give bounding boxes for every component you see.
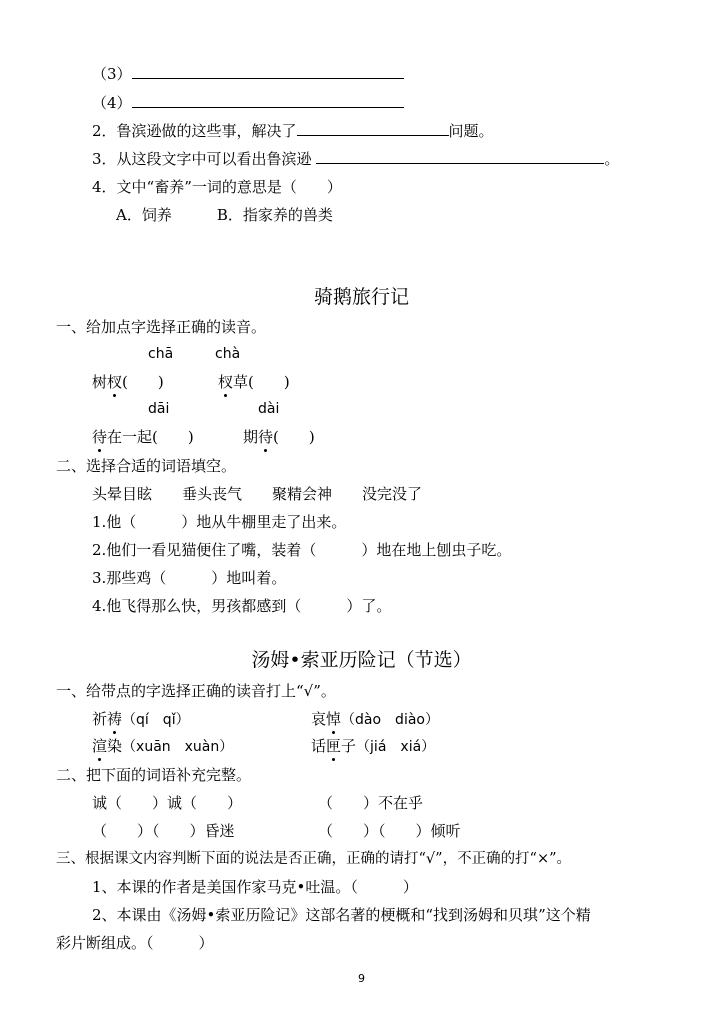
dotted-char: 待 (258, 428, 274, 446)
judge-item-1: 1、本课的作者是美国作家马克•吐温。（ ） (92, 878, 418, 896)
fill-item-4: 4.他飞得那么快，男孩都感到（ ）了。 (92, 597, 392, 615)
judge-item-2-line-1: 2、本课由《汤姆•索亚历险记》这部名著的梗概和“找到汤姆和贝琪”这个精 (92, 906, 591, 924)
dotted-char: 祷 (107, 710, 123, 728)
dotted-char: 杈 (107, 373, 123, 391)
pinyin-dai1: dāi (148, 401, 170, 417)
question-1-4: （4） (92, 93, 404, 113)
answer-blank (316, 149, 604, 164)
question-4-options: A．饲养 B．指家养的兽类 (116, 206, 333, 224)
pinyin-choice-xuanran: 渲染（xuān xuàn） (92, 737, 234, 755)
dotted-char: 渲 (92, 737, 108, 755)
word-bank: 头晕目眩 垂头丧气 聚精会神 没完没了 (92, 485, 423, 503)
question-3: 3．从这段文字中可以看出鲁滨逊 。 (92, 150, 620, 168)
pinyin-choice-qidao: 祈祷（qí qǐ） (92, 710, 190, 728)
answer-blank (132, 64, 404, 79)
question-4: 4．文中“畜养”一词的意思是（ ） (92, 178, 342, 196)
word-shucha: 树杈( ) (92, 373, 164, 391)
complete-word-4: （ ）（ ）倾听 (318, 822, 461, 840)
pinyin-choice-aidao: 哀悼（dào diào） (311, 710, 439, 728)
word-daizaiyiqi: 待在一起( ) (92, 428, 194, 446)
question-1-3: （3） (92, 64, 404, 84)
dotted-char: 匣 (326, 737, 342, 755)
dotted-char: 待 (92, 428, 108, 446)
fill-item-3: 3.那些鸡（ ）地叫着。 (92, 569, 287, 587)
tom-heading-1: 一、给带点的字选择正确的读音打上“√”。 (56, 682, 336, 700)
pinyin-cha4: chà (215, 346, 241, 362)
answer-blank (132, 93, 404, 108)
judge-item-2-line-2: 彩片断组成。（ ） (56, 934, 214, 952)
question-2: 2．鲁滨逊做的这些事，解决了 问题。 (92, 122, 494, 140)
dotted-char: 杈 (218, 373, 234, 391)
complete-word-3: （ ）（ ）昏迷 (92, 822, 235, 840)
pinyin-cha1: chā (148, 346, 174, 362)
section-title-tom: 汤姆•索亚历险记（节选） (251, 649, 472, 671)
word-chacao: 杈草( ) (218, 373, 290, 391)
pinyin-dai4: dài (258, 401, 280, 417)
tom-heading-2: 二、把下面的词语补充完整。 (56, 766, 252, 784)
dotted-char: 悼 (326, 710, 342, 728)
answer-blank (297, 121, 449, 136)
word-qidai: 期待( ) (243, 428, 315, 446)
complete-word-2: （ ）不在乎 (318, 794, 424, 812)
page-number: 9 (358, 972, 365, 985)
tom-heading-3: 三、根据课文内容判断下面的说法是否正确，正确的请打“√”，不正确的打“×”。 (56, 851, 572, 867)
goose-heading-2: 二、选择合适的词语填空。 (56, 457, 237, 475)
section-title-goose: 骑鹅旅行记 (313, 286, 409, 308)
complete-word-1: 诚（ ）诚（ ） (92, 794, 243, 812)
fill-item-1: 1.他（ ）地从牛棚里走了出来。 (92, 513, 347, 531)
goose-heading-1: 一、给加点字选择正确的读音。 (56, 318, 267, 336)
fill-item-2: 2.他们一看见猫便住了嘴，装着（ ）地在地上刨虫子吃。 (92, 541, 512, 559)
pinyin-choice-huaxiazi: 话匣子（jiá xiá） (311, 737, 436, 755)
